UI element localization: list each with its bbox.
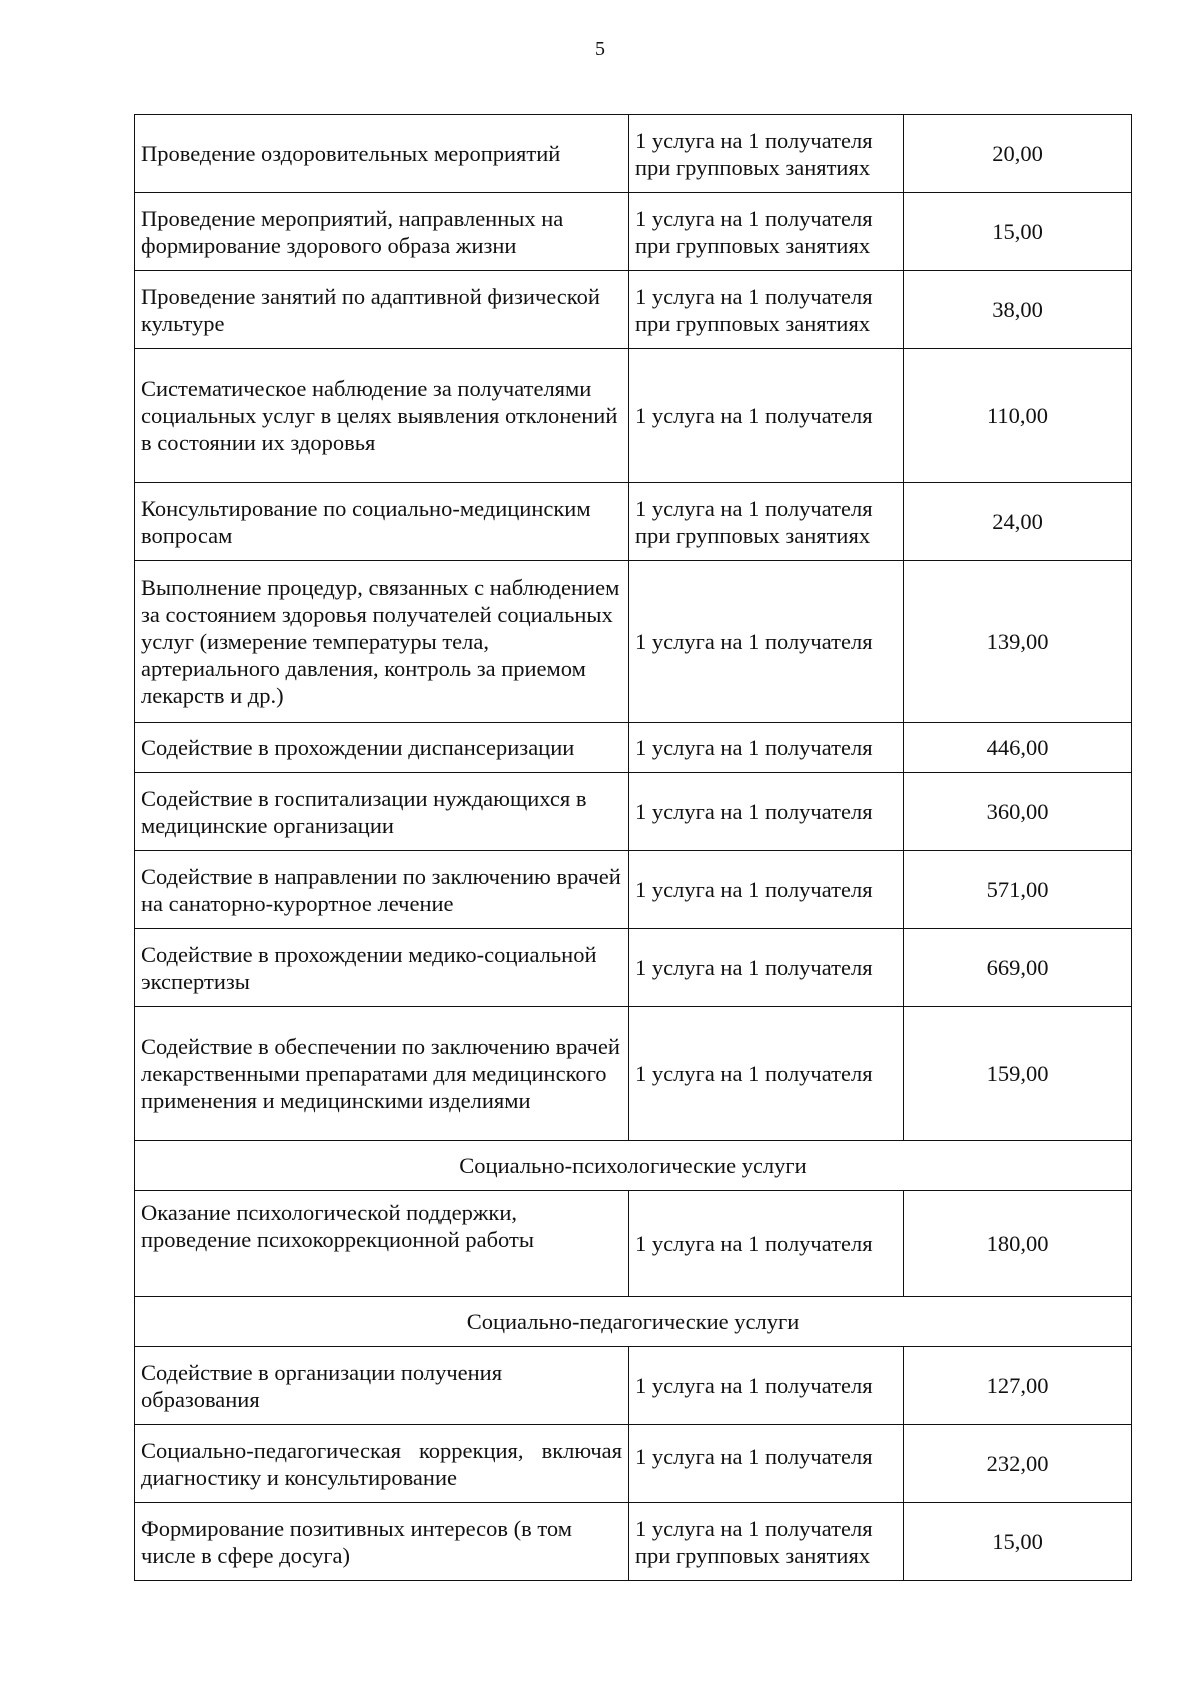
unit-cell: 1 услуга на 1 получателя при групповых занятиях	[629, 483, 904, 561]
unit-cell: 1 услуга на 1 получателя	[629, 773, 904, 851]
table-row	[135, 193, 1132, 271]
page-number: 5	[595, 38, 605, 60]
unit-cell: 1 услуга на 1 получателя при групповых занятиях	[629, 115, 904, 193]
unit-cell: 1 услуга на 1 получателя	[629, 1191, 904, 1297]
price-cell: 360,00	[904, 773, 1132, 851]
service-name-cell: Систематическое наблюдение за получателями социальных услуг в целях выявления отклонений в состоянии их здоровья	[135, 349, 629, 483]
table-row	[135, 561, 1132, 723]
price-cell: 15,00	[904, 1503, 1132, 1581]
price-cell: 571,00	[904, 851, 1132, 929]
price-cell: 24,00	[904, 483, 1132, 561]
unit-cell: 1 услуга на 1 получателя	[629, 723, 904, 773]
table-row	[135, 115, 1132, 193]
price-cell: 110,00	[904, 349, 1132, 483]
price-cell: 232,00	[904, 1425, 1132, 1503]
service-name-cell: Содействие в госпитализации нуждающихся в медицинские организации	[135, 773, 629, 851]
unit-cell: 1 услуга на 1 получателя	[629, 1347, 904, 1425]
table-row	[135, 1425, 1132, 1503]
price-cell: 446,00	[904, 723, 1132, 773]
table-row	[135, 773, 1132, 851]
service-name-cell: Консультирование по социально-медицинским вопросам	[135, 483, 629, 561]
price-cell: 669,00	[904, 929, 1132, 1007]
service-name-cell: Проведение мероприятий, направленных на формирование здорового образа жизни	[135, 193, 629, 271]
service-name-cell: Содействие в организации получения образования	[135, 1347, 629, 1425]
service-name-cell: Оказание психологической поддержки, проведение психокоррекционной работы	[135, 1191, 629, 1297]
price-cell: 139,00	[904, 561, 1132, 723]
section-title: Социально-психологические услуги	[135, 1141, 1132, 1191]
table-row	[135, 271, 1132, 349]
price-cell: 20,00	[904, 115, 1132, 193]
unit-cell: 1 услуга на 1 получателя	[629, 561, 904, 723]
unit-cell: 1 услуга на 1 получателя	[629, 851, 904, 929]
service-name-cell: Формирование позитивных интересов (в том числе в сфере досуга)	[135, 1503, 629, 1581]
section-title: Социально-педагогические услуги	[135, 1297, 1132, 1347]
service-name-cell: Содействие в направлении по заключению врачей на санаторно-курортное лечение	[135, 851, 629, 929]
section-header-row	[135, 1141, 1132, 1191]
table-row	[135, 851, 1132, 929]
services-table-body	[135, 115, 1132, 1581]
table-row	[135, 723, 1132, 773]
table-row	[135, 929, 1132, 1007]
table-row	[135, 1007, 1132, 1141]
table-row	[135, 483, 1132, 561]
unit-cell: 1 услуга на 1 получателя	[629, 349, 904, 483]
price-cell: 127,00	[904, 1347, 1132, 1425]
price-cell: 15,00	[904, 193, 1132, 271]
unit-cell: 1 услуга на 1 получателя при групповых занятиях	[629, 271, 904, 349]
service-name-cell: Содействие в прохождении медико-социальной экспертизы	[135, 929, 629, 1007]
table-row	[135, 1347, 1132, 1425]
section-header-row	[135, 1297, 1132, 1347]
services-table	[134, 114, 1132, 1581]
table-row	[135, 349, 1132, 483]
table-row	[135, 1503, 1132, 1581]
price-cell: 180,00	[904, 1191, 1132, 1297]
unit-cell: 1 услуга на 1 получателя	[629, 929, 904, 1007]
service-name-cell: Содействие в обеспечении по заключению врачей лекарственными препаратами для медицинского применения и медицинскими изделиями	[135, 1007, 629, 1141]
unit-cell: 1 услуга на 1 получателя при групповых занятиях	[629, 193, 904, 271]
price-cell: 159,00	[904, 1007, 1132, 1141]
service-name-cell: Проведение занятий по адаптивной физической культуре	[135, 271, 629, 349]
service-name-cell: Социально-педагогическая коррекция, включая диагностику и консультирование	[135, 1425, 629, 1503]
unit-cell: 1 услуга на 1 получателя при групповых занятиях	[629, 1503, 904, 1581]
table-row	[135, 1191, 1132, 1297]
unit-cell: 1 услуга на 1 получателя	[629, 1425, 904, 1503]
price-cell: 38,00	[904, 271, 1132, 349]
service-name-cell: Выполнение процедур, связанных с наблюдением за состоянием здоровья получателей социальных услуг (измерение температуры тела, артериального давления, контроль за приемом лекарств и др.)	[135, 561, 629, 723]
unit-cell: 1 услуга на 1 получателя	[629, 1007, 904, 1141]
service-name-cell: Проведение оздоровительных мероприятий	[135, 115, 629, 193]
service-name-cell: Содействие в прохождении диспансеризации	[135, 723, 629, 773]
